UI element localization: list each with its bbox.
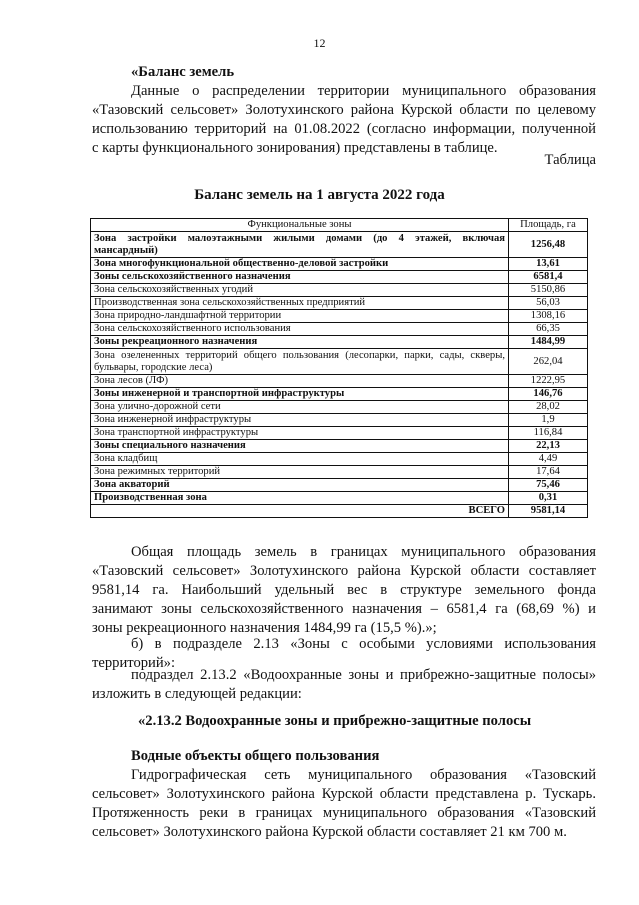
section-heading: «2.13.2 Водоохранные зоны и прибрежно-защитные полосы (138, 713, 532, 729)
intro-line: с карты функционального зонирования) представлены в таблице. (92, 140, 498, 156)
subsection-line: изложить в следующей редакции: (92, 686, 302, 702)
zone-name: Зона озелененных территорий общего пользования (лесопарки, парки, сады, скверы, (94, 349, 505, 361)
zone-name-cell (91, 297, 509, 310)
zone-name-continued: мансардный) (94, 244, 158, 256)
table-row (91, 349, 588, 375)
zone-area: 5150,86 (509, 284, 588, 297)
subsection-line: подраздел 2.13.2 «Водоохранные зоны и прибрежно-защитные полосы» (131, 667, 596, 683)
intro-line: Данные о распределении территории муниципального образования (131, 83, 596, 99)
item-b-line: территорий»: (92, 655, 176, 671)
total-label: ВСЕГО (91, 505, 509, 518)
zone-name: Зона природно-ландшафтной территории (94, 310, 282, 321)
intro-line: «Тазовский сельсовет» Золотухинского района Курской области по целевому (92, 102, 596, 118)
zone-area: 262,04 (509, 349, 588, 375)
zone-name: Зона режимных территорий (94, 466, 221, 477)
zone-name: Зона транспортной инфраструктуры (94, 427, 259, 438)
zone-area: 116,84 (509, 427, 588, 440)
zone-area: 28,02 (509, 401, 588, 414)
summary-line: зоны рекреационного назначения 1484,99 га (15,5 %).»; (92, 620, 437, 636)
zone-name: Зона акваторий (94, 479, 170, 490)
table-label: Таблица (544, 152, 596, 168)
zone-area: 75,46 (509, 479, 588, 492)
subsection-paragraph (92, 666, 596, 704)
zone-area: 4,49 (509, 453, 588, 466)
zone-name: Зона сельскохозяйственного использования (94, 323, 291, 334)
hydro-line: Гидрографическая сеть муниципального образования «Тазовский (131, 767, 596, 783)
zone-name-cell (91, 427, 509, 440)
zone-name: Производственная зона (94, 492, 207, 503)
item-b-line: б) в подразделе 2.13 «Зоны с особыми условиями использования (131, 636, 596, 652)
table-row (91, 323, 588, 336)
table-row (91, 258, 588, 271)
zone-name-cell (91, 440, 509, 453)
table-row (91, 232, 588, 258)
zone-area: 56,03 (509, 297, 588, 310)
zone-area: 1222,95 (509, 375, 588, 388)
header-area: Площадь, га (509, 219, 588, 232)
zone-area: 146,76 (509, 388, 588, 401)
zone-name: Зона инженерной инфраструктуры (94, 414, 252, 425)
summary-paragraph (92, 543, 596, 638)
zone-name-cell (91, 232, 509, 258)
zone-name-cell (91, 453, 509, 466)
zone-name-cell (91, 336, 509, 349)
zone-name-cell (91, 492, 509, 505)
zone-name-cell (91, 479, 509, 492)
zone-name-cell (91, 401, 509, 414)
zone-name: Зона лесов (ЛФ) (94, 375, 168, 386)
zone-area: 66,35 (509, 323, 588, 336)
zone-name: Производственная зона сельскохозяйственных предприятий (94, 297, 366, 308)
hydro-paragraph (92, 766, 596, 842)
land-balance-table (90, 218, 588, 518)
table-total-row (91, 505, 588, 518)
table-row (91, 492, 588, 505)
zone-name: Зоны инженерной и транспортной инфраструктуры (94, 388, 345, 399)
summary-line: «Тазовский сельсовет» Золотухинского района Курской области составляет (92, 563, 596, 579)
table-header-row (91, 219, 588, 232)
intro-line: использованию территорий на 01.08.2022 (согласно информации, полученной (92, 121, 596, 137)
zone-name: Зона сельскохозяйственных угодий (94, 284, 254, 295)
zone-name-cell (91, 375, 509, 388)
water-objects-heading: Водные объекты общего пользования (131, 748, 380, 764)
zone-name: Зоны специального назначения (94, 440, 246, 451)
table-row (91, 375, 588, 388)
zone-name-continued: бульвары, городские леса) (94, 361, 213, 373)
zone-name-cell (91, 349, 509, 375)
zone-name: Зоны сельскохозяйственного назначения (94, 271, 291, 282)
zone-area: 0,31 (509, 492, 588, 505)
summary-line: Общая площадь земель в границах муниципального образования (131, 544, 596, 560)
table-row (91, 310, 588, 323)
table-row (91, 479, 588, 492)
table-row (91, 427, 588, 440)
table-row (91, 388, 588, 401)
summary-line: занимают зоны сельскохозяйственного назначения – 6581,4 га (68,69 %) и (92, 601, 596, 617)
zone-area: 1256,48 (509, 232, 588, 258)
zone-area: 1308,16 (509, 310, 588, 323)
zone-name: Зона застройки малоэтажными жилыми домами (до 4 этажей, включая (94, 232, 505, 244)
zone-name-cell (91, 323, 509, 336)
zone-name-cell (91, 388, 509, 401)
balance-heading: «Баланс земель (131, 64, 235, 80)
table-row (91, 440, 588, 453)
header-zone: Функциональные зоны (91, 219, 509, 232)
zone-area: 1484,99 (509, 336, 588, 349)
zone-area: 17,64 (509, 466, 588, 479)
zone-area: 13,61 (509, 258, 588, 271)
table-row (91, 401, 588, 414)
total-value: 9581,14 (509, 505, 588, 518)
table-row (91, 284, 588, 297)
zone-name-cell (91, 258, 509, 271)
table-row (91, 466, 588, 479)
zone-name-cell (91, 271, 509, 284)
zone-name: Зона кладбищ (94, 453, 158, 464)
zone-name-cell (91, 284, 509, 297)
table-row (91, 271, 588, 284)
hydro-line: сельсовет» Золотухинского района Курской области составляет 21 км 700 м. (92, 824, 567, 840)
table-row (91, 336, 588, 349)
zone-name: Зона многофункциональной общественно-деловой застройки (94, 258, 389, 269)
table-title: Баланс земель на 1 августа 2022 года (194, 187, 445, 203)
zone-area: 6581,4 (509, 271, 588, 284)
zone-name-cell (91, 466, 509, 479)
page-number: 12 (313, 36, 326, 50)
zone-name: Зона улично-дорожной сети (94, 401, 221, 412)
hydro-line: сельсовет» Золотухинского района Курской области представлена р. Тускарь. (92, 786, 596, 802)
zone-area: 1,9 (509, 414, 588, 427)
zone-area: 22,13 (509, 440, 588, 453)
zone-name-cell (91, 310, 509, 323)
table-row (91, 453, 588, 466)
intro-paragraph (92, 82, 596, 158)
table-row (91, 414, 588, 427)
summary-line: 9581,14 га. Наибольший удельный вес в структуре земельного фонда (92, 582, 596, 598)
hydro-line: Протяженность реки в границах муниципального образования «Тазовский (92, 805, 596, 821)
zone-name: Зоны рекреационного назначения (94, 336, 258, 347)
table-row (91, 297, 588, 310)
zone-name-cell (91, 414, 509, 427)
